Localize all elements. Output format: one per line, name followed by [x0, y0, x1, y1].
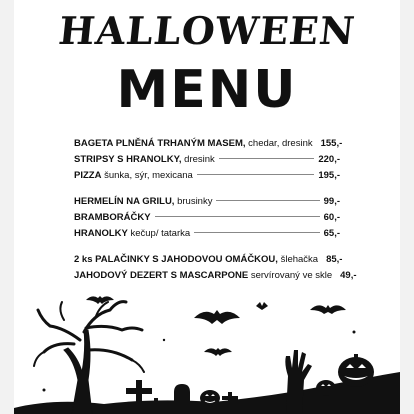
menu-item: [74, 152, 340, 168]
menu-item: [74, 136, 343, 152]
item-price: 85,-: [326, 254, 343, 265]
item-name: PIZZA: [74, 170, 102, 181]
halloween-scene: [14, 280, 400, 414]
menu-item: [74, 194, 340, 210]
item-name: JAHODOVÝ DEZERT S MASCARPONE: [74, 270, 249, 281]
pumpkin-icon: [316, 380, 336, 396]
page-title-menu: MENU: [116, 60, 298, 120]
bat-icon: [310, 305, 346, 314]
pumpkin-icon: [338, 354, 374, 387]
item-price: 195,-: [318, 170, 340, 181]
leader-line: [155, 215, 320, 217]
menu-item: [74, 252, 343, 268]
bat-icon: [194, 310, 240, 324]
header: [0, 0, 414, 120]
leader-line: [219, 157, 315, 159]
menu-item: [74, 210, 340, 226]
item-detail: brusinky: [174, 196, 213, 207]
menu-item: [74, 168, 340, 184]
page-title-halloween: HALLOWEEN: [56, 8, 358, 53]
item-name: BAGETA PLNĚNÁ TRHANÝM MASEM,: [74, 138, 246, 149]
item-price: 60,-: [323, 212, 340, 223]
leader-line: [216, 199, 319, 201]
item-detail: chedar, dresink: [245, 138, 313, 149]
bat-icon: [256, 302, 268, 310]
item-detail: kečup/ tatarka: [127, 228, 191, 239]
gravestone-icon: [174, 384, 190, 414]
bat-icon: [86, 296, 114, 304]
leader-line: [197, 173, 315, 175]
menu-list: [74, 136, 357, 294]
item-price: 220,-: [318, 154, 340, 165]
item-detail: servírovaný ve skle: [248, 270, 333, 281]
bat-icon: [204, 348, 232, 356]
item-price: 65,-: [323, 228, 340, 239]
leader-line: [194, 231, 319, 233]
item-name: 2 ks PALAČINKY S JAHODOVOU OMÁČKOU,: [74, 254, 278, 265]
item-price: 99,-: [323, 196, 340, 207]
item-detail: dresink: [181, 154, 215, 165]
item-name: BRAMBORÁČKY: [74, 212, 151, 223]
menu-group-mains: [74, 136, 343, 184]
menu-item: [74, 226, 340, 242]
item-detail: šunka, sýr, mexicana: [101, 170, 193, 181]
item-name: STRIPSY S HRANOLKY,: [74, 154, 182, 165]
item-price: 155,-: [320, 138, 343, 149]
menu-group-sides: [74, 194, 340, 242]
item-price: 49,-: [340, 270, 357, 281]
item-name: HRANOLKY: [74, 228, 128, 239]
item-detail: šlehačka: [277, 254, 319, 265]
item-name: HERMELÍN NA GRILU,: [74, 196, 175, 207]
tree-icon: [34, 302, 144, 414]
pumpkin-icon: [200, 390, 220, 406]
